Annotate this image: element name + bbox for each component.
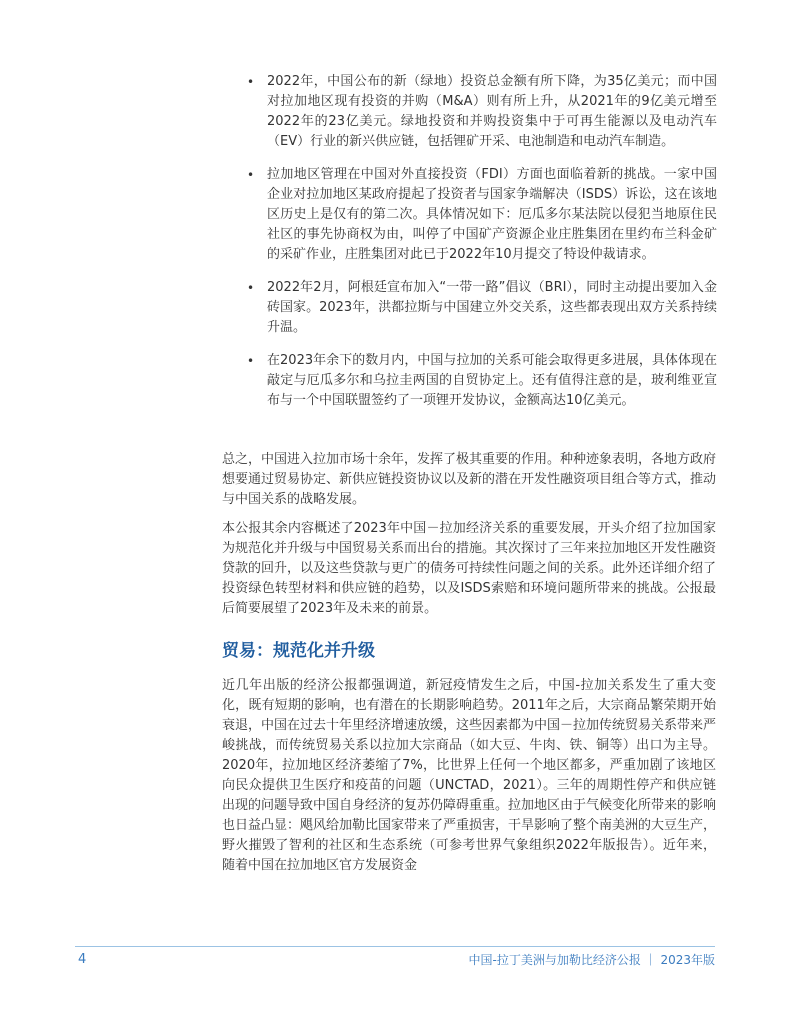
bullet-dot-icon: • [247,281,255,295]
summary-paragraph: 总之，中国进入拉加市场十余年，发挥了极其重要的作用。种种迹象表明，各地方政府想要通过贸易协定、新供应链投资协议以及新的潜在开发性融资项目组合等方式，推动与中国关系的战略发展。 [222,452,717,507]
bullet-item-bri [247,278,717,338]
page-number: 4 [78,952,87,967]
overview-paragraph: 本公报其余内容概述了2023年中国－拉加经济关系的重要发展，开头介绍了拉加国家为规范化并升级与中国贸易关系而出台的措施。其次探讨了三年来拉加地区开发性融资贷款的回升，以及这些贷款与更广的债务可持续性问题之间的关系。此外还详细介绍了投资绿色转型材料和供应链的趋势，以及ISDS索赔和环境问题所带来的挑战。公报最后简要展望了2023年及未来的前景。 [222,521,717,616]
bullet-item-outlook-2023 [247,351,717,411]
bullet-item-greenfield [247,72,717,152]
trade-paragraph: 近几年出版的经济公报都强调道，新冠疫情发生之后，中国-拉加关系发生了重大变化，既有短期的影响，也有潜在的长期影响趋势。2011年之后，大宗商品繁荣期开始衰退，中国在过去十年里经济增速放缓，这些因素都为中国－拉加传统贸易关系带来严峻挑战，而传统贸易关系以拉加大宗商品（如大豆、牛肉、铁、铜等）出口为主导。2020年，拉加地区经济萎缩了7%，比世界上任何一个地区都多，严重加剧了该地区向民众提供卫生医疗和疫苗的问题（UNCTAD，2021）。三年的周期性停产和供应链出现的问题导致中国自身经济的复苏仍障碍重重。拉加地区由于气候变化所带来的影响也日益凸显：飓风给加勒比国家带来了严重损害，干旱影响了整个南美洲的大豆生产，野火摧毁了智利的社区和生态系统（可参考世界气象组织2022年版报告）。近年来，随着中国在拉加地区官方发展资金 [222,678,717,873]
bullet-text: 2022年，中国公布的新（绿地）投资总金额有所下降，为35亿美元；而中国对拉加地区现有投资的并购（M&A）则有所上升，从2021年的9亿美元增至2022年的23亿美元。绿地投资和并购投资集中于可再生能源以及电动汽车（EV）行业的新兴供应链，包括锂矿开采、电池制造和电动汽车制造。 [267,74,717,149]
bullet-item-fdi-challenges [247,165,717,265]
bullet-text: 拉加地区管理在中国对外直接投资（FDI）方面也面临着新的挑战。一家中国企业对拉加地区某政府提起了投资者与国家争端解决（ISDS）诉讼，这在该地区历史上是仅有的第二次。具体情况如下：厄瓜多尔某法院以侵犯当地原住民社区的事先协商权为由，叫停了中国矿产资源企业庄胜集团在里约布兰科金矿的采矿作业，庄胜集团对此已于2022年10月提交了特设仲裁请求。 [267,167,717,262]
section-heading: 贸易：规范化并升级 [222,641,375,661]
bullet-text: 2022年2月，阿根廷宣布加入“一带一路”倡议（BRI），同时主动提出要加入金砖国家。2023年，洪都拉斯与中国建立外交关系，这些都表现出双方关系持续升温。 [267,280,717,335]
footer-divider [75,946,715,947]
footer-title: 中国-拉丁美洲与加勒比经济公报 ｜ 2023年版 [468,953,715,967]
bullet-dot-icon: • [247,75,255,89]
bullet-list [247,72,717,424]
bullet-dot-icon: • [247,168,255,182]
bullet-text: 在2023年余下的数月内，中国与拉加的关系可能会取得更多进展，具体体现在敲定与厄瓜多尔和乌拉圭两国的自贸协定上。还有值得注意的是，玻利维亚宣布与一个中国联盟签约了一项锂开发协议，金额高达10亿美元。 [267,353,717,408]
bullet-dot-icon: • [247,354,255,368]
